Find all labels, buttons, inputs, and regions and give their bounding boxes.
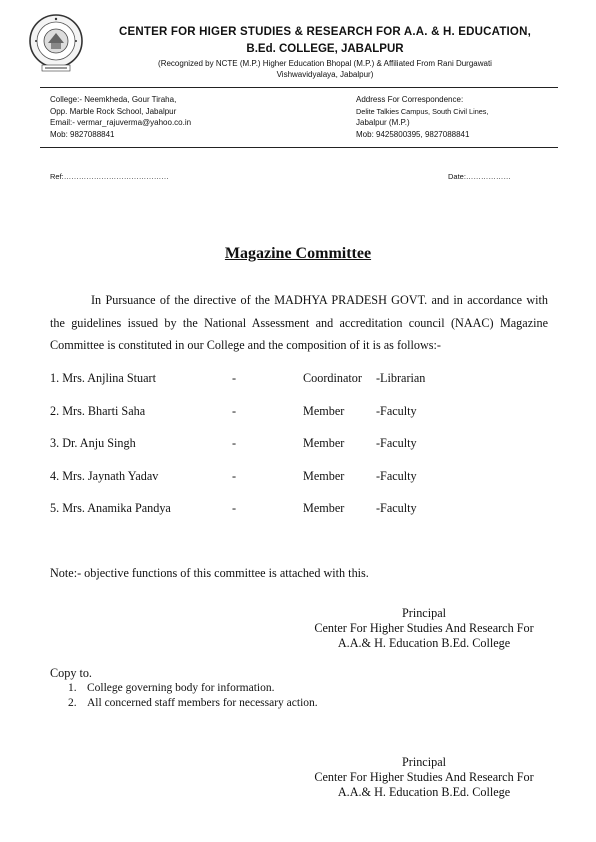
date-field: Date:……………… [448, 172, 511, 181]
college-seal-logo [26, 13, 86, 73]
list-text: All concerned staff members for necessary action. [87, 697, 318, 709]
correspondence-heading: Address For Correspondence: [356, 95, 464, 104]
signatory-title: Principal [401, 606, 446, 620]
signatory-institution: A.A.& H. Education B.Ed. College [337, 785, 511, 799]
college-mobile: Mob: 9827088841 [50, 129, 115, 139]
correspondence-address-block [356, 94, 488, 140]
member-role: Member [303, 404, 345, 418]
correspondence-address-line: Delite Talkies Campus, South Civil Lines, [356, 106, 489, 116]
signatory-institution: Center For Higher Studies And Research For [314, 621, 534, 635]
principal-signature-block [274, 606, 574, 651]
member-separator: - [232, 501, 237, 515]
member-row [50, 501, 470, 517]
member-department: -Faculty [376, 404, 417, 418]
member-separator: - [232, 469, 237, 483]
college-email: Email:- vermar_rajuverma@yahoo.co.in [50, 118, 192, 127]
intro-paragraph [50, 289, 548, 357]
member-separator: - [232, 371, 237, 385]
member-row [50, 469, 470, 485]
member-role: Member [303, 501, 345, 515]
copy-to-list [68, 681, 318, 711]
list-item [68, 681, 318, 696]
college-address-line: College:- Neemkheda, Gour Tiraha, [50, 95, 177, 104]
principal-signature-block [274, 755, 574, 800]
member-separator: - [232, 436, 237, 450]
ref-field: Ref:…………………………………… [50, 172, 169, 181]
copy-to-label: Copy to. [50, 666, 92, 680]
college-address-line: Opp. Marble Rock School, Jabalpur [50, 106, 177, 116]
college-address-block [50, 94, 191, 140]
signatory-title: Principal [401, 755, 446, 769]
list-item [68, 696, 318, 711]
list-number: 1. [68, 682, 77, 694]
header-bottom-rule [40, 147, 558, 148]
correspondence-mobile: Mob: 9425800395, 9827088841 [356, 129, 470, 139]
member-row [50, 371, 470, 387]
member-name: 1. Mrs. Anjlina Stuart [50, 371, 156, 385]
member-separator: - [232, 404, 237, 418]
member-row [50, 436, 470, 452]
recognition-line1: (Recognized by NCTE (M.P.) Higher Education Bhopal (M.P.) & Affiliated From Rani Durgawati [158, 59, 492, 68]
member-name: 3. Dr. Anju Singh [50, 436, 136, 450]
member-department: -Faculty [376, 436, 417, 450]
list-number: 2. [68, 697, 77, 709]
list-text: College governing body for information. [87, 682, 275, 694]
member-row [50, 404, 470, 420]
member-role: Member [303, 436, 345, 450]
member-name: 4. Mrs. Jaynath Yadav [50, 469, 159, 483]
member-role: Coordinator [303, 371, 362, 385]
member-name: 2. Mrs. Bharti Saha [50, 404, 146, 418]
signatory-institution: A.A.& H. Education B.Ed. College [337, 636, 511, 650]
member-department: -Librarian [376, 371, 426, 385]
signatory-institution: Center For Higher Studies And Research For [314, 770, 534, 784]
member-name: 5. Mrs. Anamika Pandya [50, 501, 171, 515]
member-role: Member [303, 469, 345, 483]
document-title: Magazine Committee [224, 245, 372, 262]
member-department: -Faculty [376, 469, 417, 483]
college-name-line2: B.Ed. COLLEGE, JABALPUR [246, 43, 404, 55]
member-department: -Faculty [376, 501, 417, 515]
college-name-line1: CENTER FOR HIGER STUDIES & RESEARCH FOR A.A. & H. EDUCATION, [119, 26, 531, 38]
intro-text: In Pursuance of the directive of the MADHYA PRADESH GOVT. and in accordance with the guidelines issued by the National Assessment and accreditation council (NAAC) Magazine Committee is constituted in our College and the composition of it is as follows:- [50, 293, 548, 352]
header-top-rule [40, 87, 558, 88]
note-text: Note:- objective functions of this committee is attached with this. [50, 566, 369, 580]
correspondence-address-line: Jabalpur (M.P.) [356, 118, 410, 127]
recognition-line2: Vishwavidyalaya, Jabalpur) [276, 70, 374, 79]
